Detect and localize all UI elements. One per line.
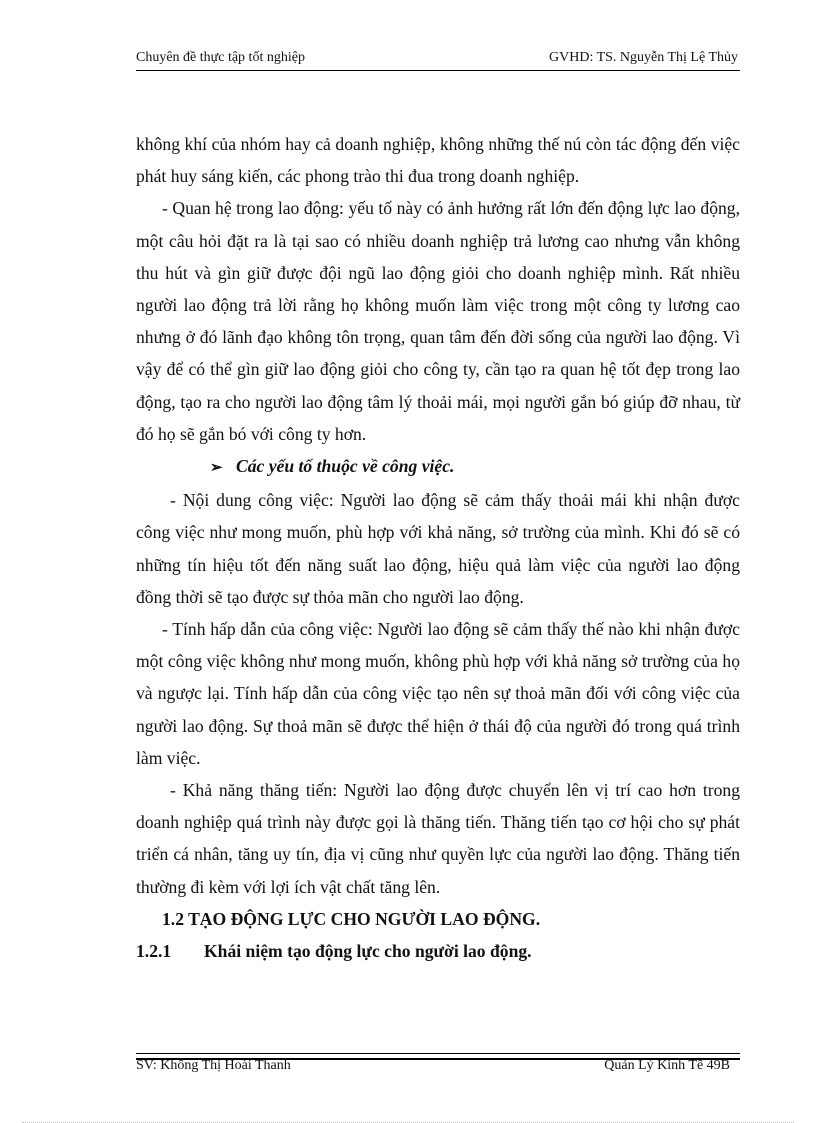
bullet-heading [136, 450, 740, 484]
subsection-title: Khái niệm tạo động lực cho người lao động. [204, 941, 532, 962]
paragraph-promotion: - Khả năng thăng tiến: Người lao động được chuyển lên vị trí cao hơn trong doanh nghiệp quá trình này được gọi là thăng tiến. Thăng tiến tạo cơ hội cho sự phát triển cá nhân, tăng uy tín, địa vị cũng như quyền lực của người lao động. Thăng tiến thường đi kèm với lợi ích vật chất tăng lên. [136, 780, 740, 897]
section-heading: 1.2 TẠO ĐỘNG LỰC CHO NGƯỜI LAO ĐỘNG. [162, 908, 541, 929]
footer-class: Quản Lý Kinh Tế 49B [604, 1058, 730, 1073]
document-body [136, 128, 740, 967]
page-header [136, 50, 740, 71]
subsection-number: 1.2.1 [136, 941, 172, 962]
page-footer [136, 1058, 740, 1078]
bullet-heading-text: Các yếu tố thuộc về công việc. [236, 456, 455, 477]
header-course-title: Chuyên đề thực tập tốt nghiệp [136, 50, 305, 65]
subsection-heading [136, 935, 740, 967]
paragraph-job-content: - Nội dung công việc: Người lao động sẽ cảm thấy thoải mái khi nhận được công việc như mong muốn, phù hợp với khả năng, sở trường của mình. Khi đó sẽ có những tín hiệu tốt đến năng suất lao động, hiệu quả làm việc của người lao động đồng thời sẽ tạo được sự thỏa mãn cho người lao động. [136, 490, 740, 607]
paragraph-continuation: không khí của nhóm hay cả doanh nghiệp, không những thế nú còn tác động đến việc phát huy sáng kiến, các phong trào thi đua trong doanh nghiệp. [136, 134, 740, 187]
footer-student-name: SV: Khổng Thị Hoài Thanh [136, 1058, 291, 1073]
paragraph-labor-relations: - Quan hệ trong lao động: yếu tố này có ảnh hưởng rất lớn đến động lực lao động, một câu hỏi đặt ra là tại sao có nhiều doanh nghiệp trả lương cao nhưng vẫn không thu hút và gìn giữ được đội ngũ lao động giỏi cho doanh nghiệp mình. Rất nhiều người lao động trả lời rằng họ không muốn làm việc trong một công ty lương cao nhưng ở đó lãnh đạo không tôn trọng, quan tâm đến đời sống của người lao động. Vì vậy để có thể gìn giữ lao động giỏi cho công ty, cần tạo ra quan hệ tốt đẹp trong lao động, tạo ra cho người lao động tâm lý thoải mái, mọi người gắn bó giúp đỡ nhau, từ đó họ sẽ gắn bó với công ty hơn. [136, 198, 740, 444]
header-supervisor: GVHD: TS. Nguyễn Thị Lệ Thủy [549, 50, 738, 65]
arrow-bullet-icon: ➢ [210, 460, 223, 477]
paragraph-job-attractiveness: - Tính hấp dẫn của công việc: Người lao động sẽ cảm thấy thế nào khi nhận được một công việc không như mong muốn, không phù hợp với khả năng sở trường của họ và ngược lại. Tính hấp dẫn của công việc tạo nên sự thoả mãn đối với công việc của người lao động. Sự thoả mãn sẽ được thể hiện ở thái độ của người đó trong quá trình làm việc. [136, 619, 740, 768]
